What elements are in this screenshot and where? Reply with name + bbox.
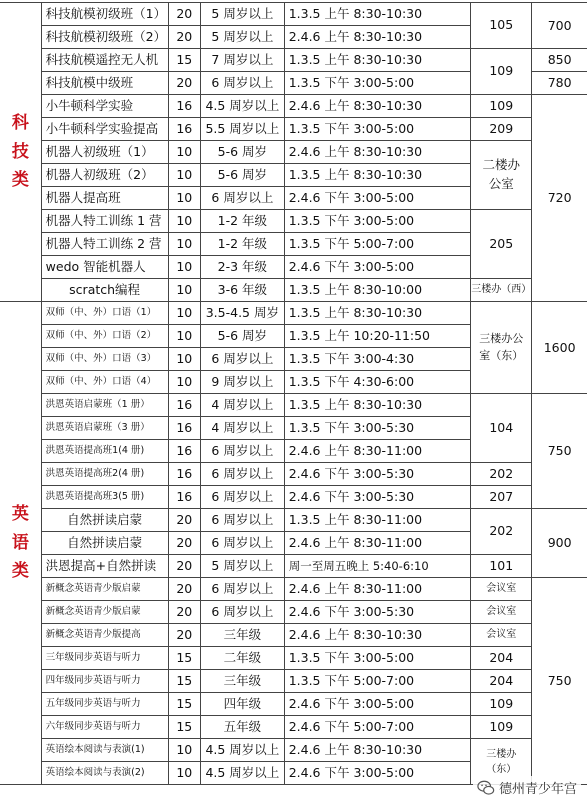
watermark-text: 德州青少年宫 xyxy=(498,782,577,797)
table-row xyxy=(0,739,587,762)
class-time: 1.3.5 下午 3:00-5:00 xyxy=(284,210,471,233)
course-name: 洪恩英语提高班3(5 册) xyxy=(41,486,168,509)
class-size: 15 xyxy=(168,693,200,716)
class-time: 周一至周五晚上 5:40-6:10 xyxy=(284,555,471,578)
classroom: 209 xyxy=(471,118,532,141)
class-size: 20 xyxy=(168,555,200,578)
class-size: 20 xyxy=(168,3,200,26)
classroom: 109 xyxy=(471,49,532,95)
course-name: 新概念英语青少版启蒙 xyxy=(41,578,168,601)
age-range: 5 周岁以上 xyxy=(201,3,285,26)
table-row xyxy=(0,647,587,670)
class-time: 1.3.5 下午 5:00-7:00 xyxy=(284,670,471,693)
course-name: 机器人初级班（2） xyxy=(41,164,168,187)
table-row xyxy=(0,279,587,302)
age-range: 6 周岁以上 xyxy=(201,348,285,371)
course-name: 自然拼读启蒙 xyxy=(41,509,168,532)
class-time: 1.3.5 下午 4:30-6:00 xyxy=(284,371,471,394)
age-range: 5 周岁以上 xyxy=(201,555,285,578)
class-time: 2.4.6 下午 3:00-5:30 xyxy=(284,486,471,509)
course-name: 科技航模中级班 xyxy=(41,72,168,95)
class-size: 16 xyxy=(168,486,200,509)
classroom: 三楼办 （东） xyxy=(471,739,532,785)
table-row xyxy=(0,670,587,693)
class-time: 2.4.6 上午 8:30-10:30 xyxy=(284,95,471,118)
course-name: 双师（中、外）口语（1） xyxy=(41,302,168,325)
class-time: 2.4.6 上午 8:30-10:30 xyxy=(284,624,471,647)
class-size: 10 xyxy=(168,187,200,210)
age-range: 2-3 年级 xyxy=(201,256,285,279)
course-name: 自然拼读启蒙 xyxy=(41,532,168,555)
class-time: 1.3.5 上午 8:30-10:30 xyxy=(284,49,471,72)
table-row xyxy=(0,578,587,601)
age-range: 4.5 周岁以上 xyxy=(201,762,285,785)
fee: 780 xyxy=(532,72,587,95)
age-range: 3-6 年级 xyxy=(201,279,285,302)
age-range: 7 周岁以上 xyxy=(201,49,285,72)
class-time: 2.4.6 下午 3:00-5:00 xyxy=(284,187,471,210)
class-size: 16 xyxy=(168,463,200,486)
class-size: 16 xyxy=(168,394,200,417)
classroom: 104 xyxy=(471,394,532,463)
fee: 720 xyxy=(532,95,587,302)
class-size: 20 xyxy=(168,532,200,555)
course-name: scratch编程 xyxy=(41,279,168,302)
classroom: 会议室 xyxy=(471,601,532,624)
class-size: 20 xyxy=(168,601,200,624)
age-range: 四年级 xyxy=(201,693,285,716)
table-row xyxy=(0,49,587,72)
class-time: 1.3.5 上午 8:30-10:30 xyxy=(284,164,471,187)
classroom: 105 xyxy=(471,3,532,49)
class-time: 1.3.5 下午 3:00-5:00 xyxy=(284,647,471,670)
course-name: 洪恩提高+自然拼读 xyxy=(41,555,168,578)
class-time: 1.3.5 上午 8:30-10:30 xyxy=(284,3,471,26)
classroom: 101 xyxy=(471,555,532,578)
fee: 1600 xyxy=(532,302,587,394)
age-range: 6 周岁以上 xyxy=(201,601,285,624)
course-name: 小牛顿科学实验 xyxy=(41,95,168,118)
class-size: 15 xyxy=(168,716,200,739)
age-range: 5-6 周岁 xyxy=(201,164,285,187)
age-range: 6 周岁以上 xyxy=(201,578,285,601)
course-name: 五年级同步英语与听力 xyxy=(41,693,168,716)
class-size: 20 xyxy=(168,509,200,532)
fee: 850 xyxy=(532,49,587,72)
table-row xyxy=(0,118,587,141)
age-range: 6 周岁以上 xyxy=(201,463,285,486)
table-row xyxy=(0,486,587,509)
class-time: 2.4.6 下午 3:00-5:30 xyxy=(284,601,471,624)
wechat-icon xyxy=(477,779,495,797)
classroom: 202 xyxy=(471,509,532,555)
classroom: 109 xyxy=(471,716,532,739)
course-name: 英语绘本阅读与表演(1) xyxy=(41,739,168,762)
course-name: 洪恩英语启蒙班（1 册） xyxy=(41,394,168,417)
table-row xyxy=(0,693,587,716)
course-name: 双师（中、外）口语（3） xyxy=(41,348,168,371)
course-name: 六年级同步英语与听力 xyxy=(41,716,168,739)
class-size: 10 xyxy=(168,279,200,302)
class-size: 15 xyxy=(168,647,200,670)
class-size: 20 xyxy=(168,624,200,647)
table-row xyxy=(0,141,587,164)
class-time: 1.3.5 上午 8:30-11:00 xyxy=(284,509,471,532)
course-name: wedo 智能机器人 xyxy=(41,256,168,279)
course-name: 洪恩英语启蒙班（3 册） xyxy=(41,417,168,440)
course-name: 机器人特工训练 1 营 xyxy=(41,210,168,233)
class-time: 1.3.5 上午 8:30-10:00 xyxy=(284,279,471,302)
age-range: 二年级 xyxy=(201,647,285,670)
course-name: 新概念英语青少版启蒙 xyxy=(41,601,168,624)
fee: 750 xyxy=(532,578,587,785)
age-range: 6 周岁以上 xyxy=(201,509,285,532)
class-size: 10 xyxy=(168,256,200,279)
class-time: 2.4.6 下午 3:00-5:00 xyxy=(284,762,471,785)
class-time: 1.3.5 下午 5:00-7:00 xyxy=(284,233,471,256)
age-range: 4 周岁以上 xyxy=(201,394,285,417)
class-time: 1.3.5 下午 3:00-5:00 xyxy=(284,72,471,95)
course-name: 科技航模初级班（1） xyxy=(41,3,168,26)
classroom: 205 xyxy=(471,210,532,279)
course-name: 三年级同步英语与听力 xyxy=(41,647,168,670)
classroom: 三楼办（西） xyxy=(471,279,532,302)
age-range: 1-2 年级 xyxy=(201,233,285,256)
course-name: 英语绘本阅读与表演(2) xyxy=(41,762,168,785)
class-size: 10 xyxy=(168,739,200,762)
age-range: 4 周岁以上 xyxy=(201,417,285,440)
class-time: 2.4.6 下午 3:00-5:00 xyxy=(284,693,471,716)
age-range: 4.5 周岁以上 xyxy=(201,739,285,762)
class-size: 10 xyxy=(168,210,200,233)
age-range: 6 周岁以上 xyxy=(201,72,285,95)
class-time: 2.4.6 上午 8:30-11:00 xyxy=(284,578,471,601)
course-name: 科技航模遥控无人机 xyxy=(41,49,168,72)
class-size: 15 xyxy=(168,49,200,72)
class-size: 20 xyxy=(168,26,200,49)
class-size: 16 xyxy=(168,118,200,141)
watermark xyxy=(473,776,581,799)
class-time: 1.3.5 上午 10:20-11:50 xyxy=(284,325,471,348)
classroom: 二楼办 公室 xyxy=(471,141,532,210)
age-range: 3.5-4.5 周岁 xyxy=(201,302,285,325)
course-name: 洪恩英语提高班2(4 册) xyxy=(41,463,168,486)
course-name: 新概念英语青少版提高 xyxy=(41,624,168,647)
table-row xyxy=(0,601,587,624)
class-time: 1.3.5 下午 3:00-5:30 xyxy=(284,417,471,440)
class-time: 2.4.6 上午 8:30-10:30 xyxy=(284,739,471,762)
course-name: 小牛顿科学实验提高 xyxy=(41,118,168,141)
age-range: 6 周岁以上 xyxy=(201,532,285,555)
class-time: 1.3.5 下午 3:00-4:30 xyxy=(284,348,471,371)
age-range: 1-2 年级 xyxy=(201,210,285,233)
class-size: 16 xyxy=(168,417,200,440)
class-time: 2.4.6 上午 8:30-10:30 xyxy=(284,141,471,164)
age-range: 5 周岁以上 xyxy=(201,26,285,49)
course-schedule-table xyxy=(0,2,587,785)
age-range: 5-6 周岁 xyxy=(201,141,285,164)
age-range: 三年级 xyxy=(201,670,285,693)
class-time: 1.3.5 上午 8:30-10:30 xyxy=(284,394,471,417)
table-row xyxy=(0,210,587,233)
fee: 700 xyxy=(532,3,587,49)
table-row xyxy=(0,716,587,739)
course-name: 科技航模初级班（2） xyxy=(41,26,168,49)
course-name: 双师（中、外）口语（4） xyxy=(41,371,168,394)
class-size: 10 xyxy=(168,325,200,348)
age-range: 5.5 周岁以上 xyxy=(201,118,285,141)
class-time: 2.4.6 上午 8:30-11:00 xyxy=(284,440,471,463)
class-size: 20 xyxy=(168,72,200,95)
class-size: 16 xyxy=(168,440,200,463)
course-name: 四年级同步英语与听力 xyxy=(41,670,168,693)
table-row xyxy=(0,95,587,118)
age-range: 4.5 周岁以上 xyxy=(201,95,285,118)
class-size: 20 xyxy=(168,578,200,601)
class-time: 2.4.6 上午 8:30-11:00 xyxy=(284,532,471,555)
class-size: 10 xyxy=(168,141,200,164)
class-time: 2.4.6 下午 5:00-7:00 xyxy=(284,716,471,739)
age-range: 6 周岁以上 xyxy=(201,187,285,210)
class-time: 2.4.6 下午 3:00-5:30 xyxy=(284,463,471,486)
table-row xyxy=(0,624,587,647)
class-size: 10 xyxy=(168,371,200,394)
table-row xyxy=(0,302,587,325)
classroom: 会议室 xyxy=(471,578,532,601)
classroom: 三楼办公 室（东） xyxy=(471,302,532,394)
classroom: 202 xyxy=(471,463,532,486)
classroom: 109 xyxy=(471,95,532,118)
class-size: 10 xyxy=(168,762,200,785)
class-size: 16 xyxy=(168,95,200,118)
table-row xyxy=(0,463,587,486)
table-row xyxy=(0,3,587,26)
class-time: 1.3.5 下午 3:00-5:00 xyxy=(284,118,471,141)
category-english: 英 语 类 xyxy=(0,302,41,785)
class-time: 2.4.6 上午 8:30-10:30 xyxy=(284,26,471,49)
course-name: 机器人特工训练 2 营 xyxy=(41,233,168,256)
course-name: 机器人提高班 xyxy=(41,187,168,210)
class-size: 15 xyxy=(168,670,200,693)
age-range: 9 周岁以上 xyxy=(201,371,285,394)
classroom: 207 xyxy=(471,486,532,509)
classroom: 204 xyxy=(471,670,532,693)
fee: 900 xyxy=(532,509,587,578)
age-range: 6 周岁以上 xyxy=(201,440,285,463)
classroom: 109 xyxy=(471,693,532,716)
category-tech: 科 技 类 xyxy=(0,3,41,302)
class-time: 2.4.6 下午 3:00-5:00 xyxy=(284,256,471,279)
course-name: 洪恩英语提高班1(4 册) xyxy=(41,440,168,463)
classroom: 204 xyxy=(471,647,532,670)
class-size: 10 xyxy=(168,302,200,325)
class-time: 1.3.5 上午 8:30-10:30 xyxy=(284,302,471,325)
class-size: 10 xyxy=(168,233,200,256)
table-row xyxy=(0,509,587,532)
table-row xyxy=(0,394,587,417)
course-name: 机器人初级班（1） xyxy=(41,141,168,164)
age-range: 6 周岁以上 xyxy=(201,486,285,509)
table-row xyxy=(0,555,587,578)
classroom: 会议室 xyxy=(471,624,532,647)
fee: 750 xyxy=(532,394,587,509)
age-range: 5-6 周岁 xyxy=(201,325,285,348)
class-size: 10 xyxy=(168,348,200,371)
course-name: 双师（中、外）口语（2） xyxy=(41,325,168,348)
age-range: 五年级 xyxy=(201,716,285,739)
age-range: 三年级 xyxy=(201,624,285,647)
class-size: 10 xyxy=(168,164,200,187)
